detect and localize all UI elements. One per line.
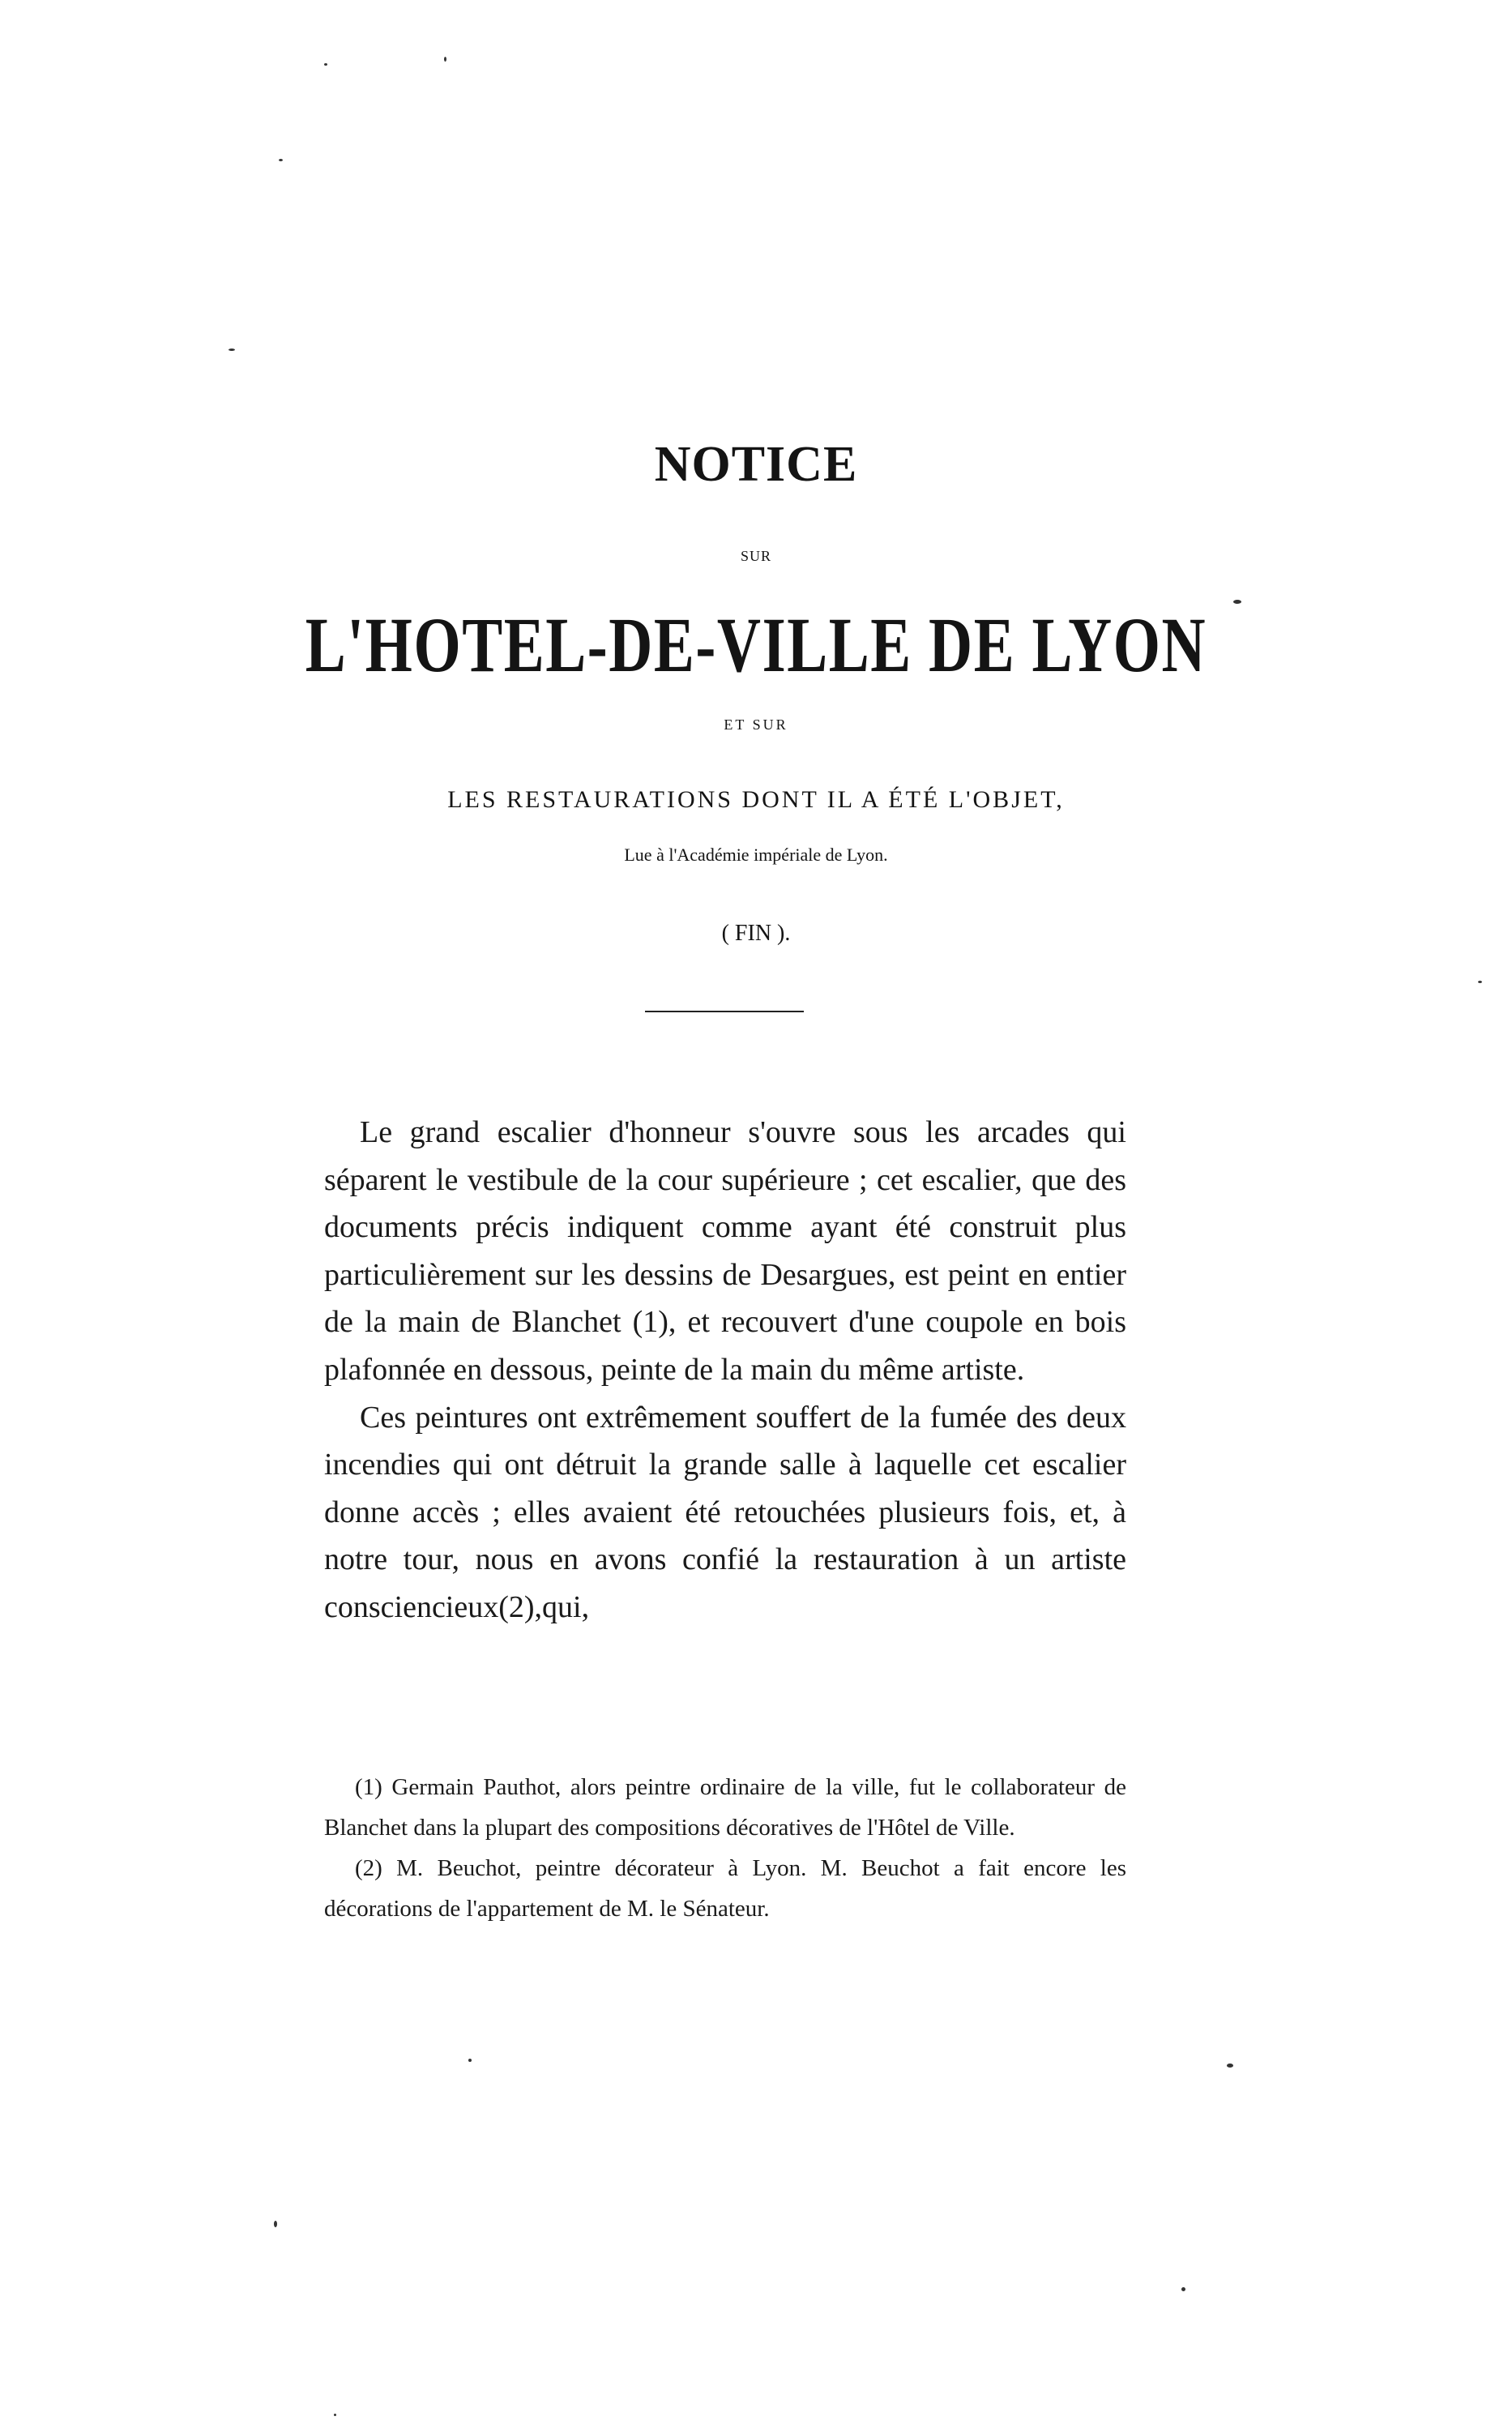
scan-speck [468,2059,472,2062]
section-divider [645,1011,804,1012]
subtitle: LES RESTAURATIONS DONT IL A ÉTÉ L'OBJET, [447,786,1065,813]
heading-sur: SUR [740,548,771,564]
read-at-note: Lue à l'Académie impériale de Lyon. [624,845,888,865]
paragraph: Le grand escalier d'honneur s'ouvre sous les arcades qui séparent le vestibule de la cour supérieure ; cet escalier, que des documents précis indiquent comme ayant été construit plus particulièrement sur les dessins de Desargues, est peint en entier de la main de Blanchet (1), et recouvert d'une coupole en bois plafonnée en dessous, peinte de la main du même artiste. [324,1115,1126,1387]
scan-speck [229,349,235,351]
scan-speck [279,159,283,161]
scan-speck [444,57,446,62]
scan-speck [1181,2287,1185,2291]
heading-et-sur: ET SUR [724,716,788,733]
page-title: L'HOTEL-DE-VILLE DE LYON [305,601,1207,688]
scan-speck [1233,600,1241,604]
scan-speck [334,2414,336,2416]
scan-speck [1478,981,1482,983]
heading-notice: NOTICE [654,437,858,492]
fin-marker: ( FIN ). [721,921,791,946]
scan-speck [1227,2064,1233,2068]
footnote: (2) M. Beuchot, peintre décorateur à Lyon. M. Beuchot a fait encore les décorations de l'appartement de M. le Sénateur. [324,1855,1126,1922]
paragraph: Ces peintures ont extrêmement souffert de la fumée des deux incendies qui ont détruit la grande salle à laquelle cet escalier donne accès ; elles avaient été retouchées plusieurs fois, et, à notre tour, nous en avons confié la restauration à un artiste consciencieux(2),qui, [324,1400,1126,1624]
scan-speck [274,2221,277,2227]
footnote: (1) Germain Pauthot, alors peintre ordinaire de la ville, fut le collaborateur de Blanchet dans la plupart des compositions décoratives de l'Hôtel de Ville. [324,1774,1126,1841]
footnotes [324,1767,1126,1929]
scan-speck [324,63,327,66]
body-text [324,1109,1126,1632]
